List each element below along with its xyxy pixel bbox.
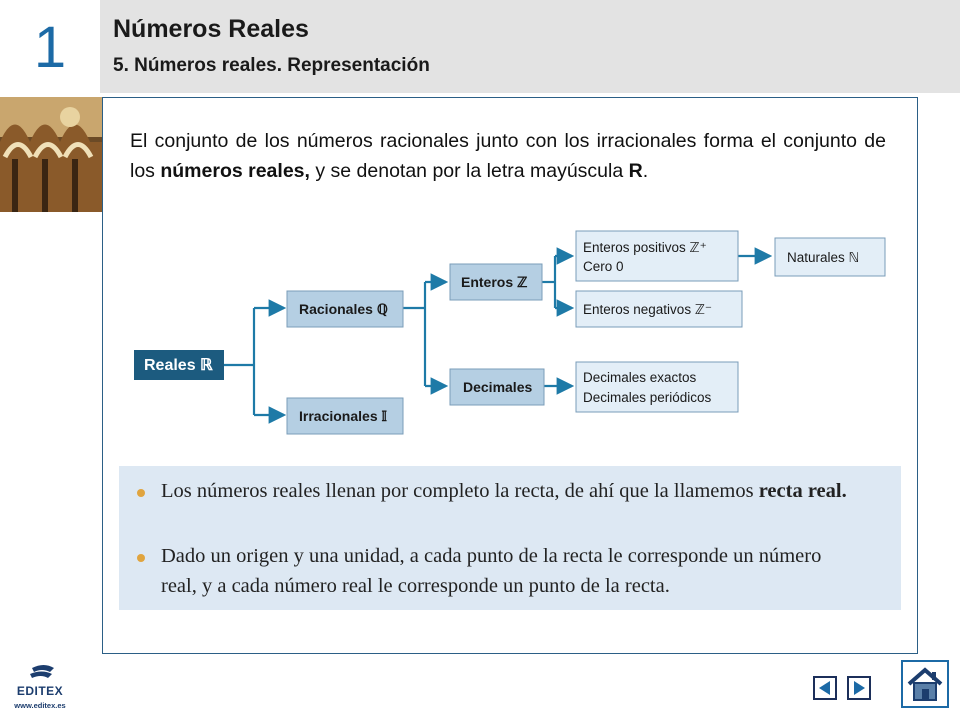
next-button[interactable] [847,676,871,700]
bullet-1-bold: recta real. [758,480,847,502]
prev-arrow-icon [815,678,835,698]
node-decimales-label: Decimales [463,379,533,395]
node-irracionales-label: Irracionales 𝕀 [299,408,387,424]
decorative-photo [0,97,102,212]
node-enteros-label: Enteros ℤ [461,274,528,290]
bullet-item-1 [161,476,861,506]
node-naturales-label: Naturales ℕ [787,250,860,265]
chapter-number: 1 [0,0,100,93]
node-enteros-negativos-label: Enteros negativos ℤ⁻ [583,302,712,317]
page-title: Números Reales [113,15,309,43]
next-arrow-icon [849,678,869,698]
node-cero-label: Cero 0 [583,259,624,274]
intro-text-3: . [642,160,649,182]
node-enteros-positivos-label: Enteros positivos ℤ⁺ [583,240,707,255]
intro-text-2: y se denotan por la letra mayúscula [309,160,629,182]
intro-bold-reales: números reales, [160,160,310,182]
home-icon [903,662,947,706]
intro-bold-r: R [628,160,643,182]
bullet-item-2 [161,541,861,601]
bullet-2-text: Dado un origen y una unidad, a cada punto de la recta le corresponde un número real, y a cada número real le corresponde un punto de la recta. [161,545,822,597]
logo-url[interactable]: www.editex.es [14,701,66,710]
bullet-1-text: Los números reales llenan por completo la recta, de ahí que la llamemos [161,480,754,502]
node-decimales-exactos-label: Decimales exactos [583,370,697,385]
node-decimales-periodicos-label: Decimales periódicos [583,390,712,405]
home-button[interactable] [901,660,949,708]
node-reales-label: Reales ℝ [144,357,213,374]
header-bar [0,0,960,93]
number-classification-diagram [132,226,892,441]
page-subtitle: 5. Números reales. Representación [113,55,430,76]
intro-paragraph [130,126,886,186]
intro-text-1: El conjunto de los números racionales junto con los irracionales forma el conjunto de los [130,130,886,182]
prev-button[interactable] [813,676,837,700]
info-box [119,466,901,610]
bullet-dot-icon [137,489,145,497]
bullet-dot-icon [137,554,145,562]
logo-text: EDITEX [16,684,64,698]
node-racionales-label: Racionales ℚ [299,301,388,317]
